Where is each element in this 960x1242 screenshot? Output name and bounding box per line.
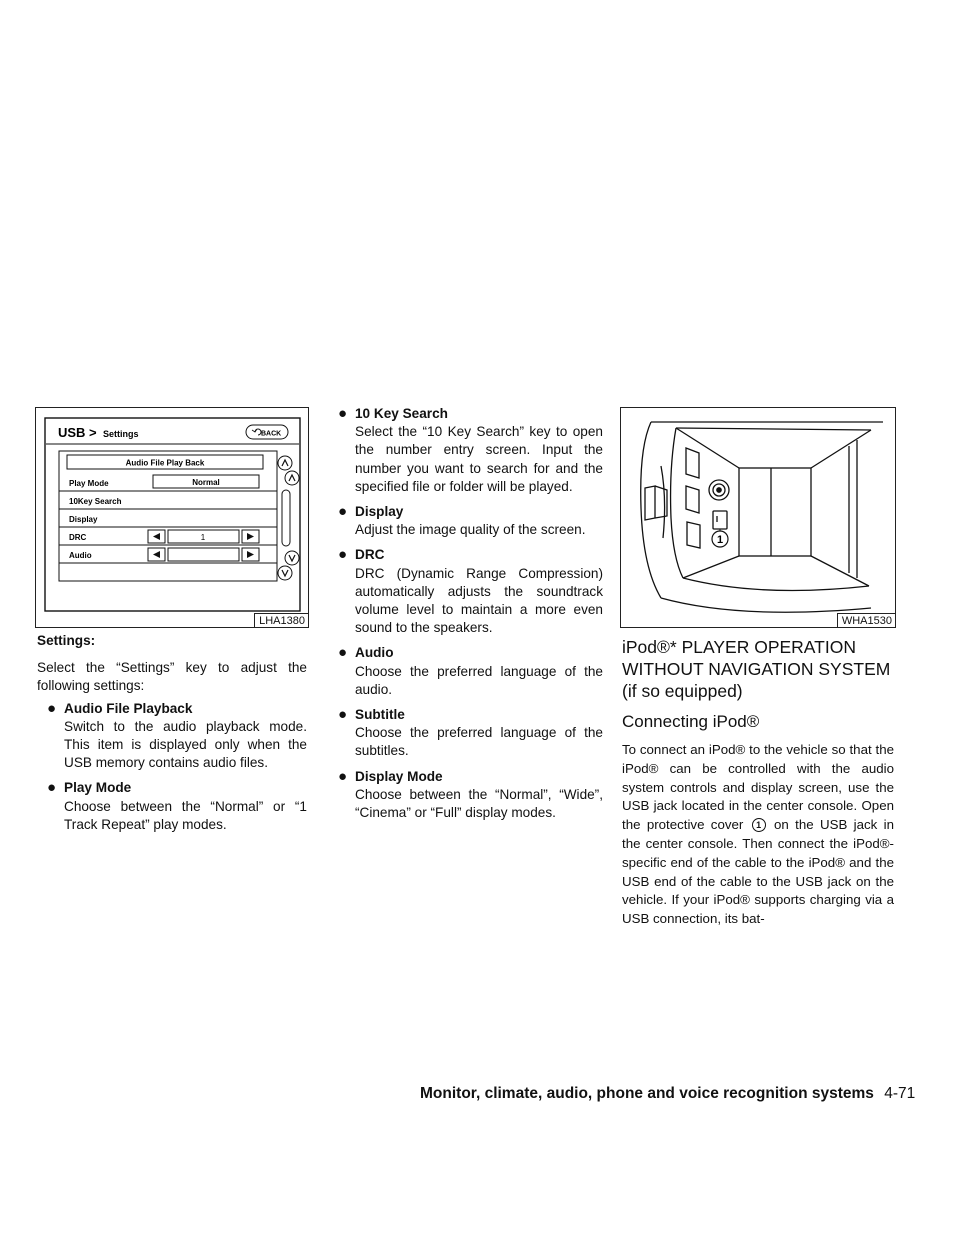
bullet-icon: ● bbox=[338, 706, 348, 724]
item-desc: Choose between the “Normal” or “1 Track Repeat” play modes. bbox=[64, 798, 307, 832]
bullet-icon: ● bbox=[338, 644, 348, 662]
connecting-paragraph bbox=[622, 741, 894, 929]
drc-label: DRC bbox=[69, 533, 87, 542]
list-item bbox=[47, 779, 307, 834]
item-desc: Switch to the audio playback mode. This item is displayed only when the USB memory contains audio files. bbox=[64, 718, 307, 771]
display-label: Display bbox=[69, 515, 98, 524]
item-desc: Adjust the image quality of the screen. bbox=[355, 522, 586, 538]
scroll-up-button bbox=[285, 471, 299, 485]
item-title: Subtitle bbox=[355, 707, 405, 723]
item-title: DRC bbox=[355, 547, 385, 563]
back-label: BACK bbox=[261, 430, 282, 438]
left-column bbox=[37, 632, 307, 841]
item-title: Display Mode bbox=[355, 768, 443, 784]
list-item bbox=[47, 700, 307, 773]
section-title: iPod®* PLAYER OPERATION WITHOUT NAVIGATION SYSTEM (if so equipped) bbox=[622, 637, 891, 701]
settings-intro: Select the “Settings” key to adjust the following settings: bbox=[37, 660, 307, 694]
audio-label: Audio bbox=[69, 551, 92, 560]
bullet-icon: ● bbox=[47, 779, 57, 797]
list-item bbox=[338, 706, 603, 761]
item-title: 10 Key Search bbox=[355, 406, 448, 421]
10key-search-label: 10Key Search bbox=[69, 497, 122, 506]
bullet-icon: ● bbox=[338, 546, 348, 564]
figure-label-lha1380: LHA1380 bbox=[254, 613, 308, 627]
item-desc: Choose the preferred language of the subtitles. bbox=[355, 725, 603, 759]
play-mode-value: Normal bbox=[192, 478, 220, 487]
usb-settings-screen-illustration bbox=[36, 408, 308, 627]
page-footer bbox=[420, 1085, 916, 1103]
bullet-icon: ● bbox=[338, 405, 348, 422]
item-desc: Select the “10 Key Search” key to open the number entry screen. Input the number you want to search for and the specified file or folder will be played. bbox=[355, 424, 603, 494]
audio-value-box bbox=[168, 548, 239, 561]
footer-chapter: Monitor, climate, audio, phone and voice recognition systems bbox=[420, 1085, 874, 1102]
settings-heading: Settings: bbox=[37, 633, 96, 648]
callout-1-number: 1 bbox=[716, 534, 724, 546]
paragraph-text-after: on the USB jack in the center console. Then connect the iPod®-specific end of the cable to the iPod® and the USB end of the cable to the USB jack on the vehicle. If your iPod® supports charging via a USB connection, its bat- bbox=[622, 817, 894, 927]
right-column bbox=[622, 636, 894, 929]
list-item bbox=[338, 405, 603, 496]
scrollbar-track bbox=[282, 490, 290, 546]
figure-usb-settings bbox=[35, 407, 309, 628]
list-item bbox=[338, 546, 603, 637]
screen-header-settings: Settings bbox=[103, 429, 139, 439]
screen-header-usb: USB > bbox=[58, 425, 97, 440]
scroll-top-button bbox=[278, 456, 292, 470]
play-mode-label: Play Mode bbox=[69, 479, 109, 488]
scroll-bottom-button bbox=[278, 566, 292, 580]
item-title: Audio bbox=[355, 645, 394, 661]
item-title: Audio File Playback bbox=[64, 700, 193, 716]
audio-file-playback-label: Audio File Play Back bbox=[125, 458, 205, 468]
subsection-title: Connecting iPod® bbox=[622, 712, 760, 731]
figure-usb-jack bbox=[620, 407, 896, 628]
list-item bbox=[338, 644, 603, 699]
list-item bbox=[338, 768, 603, 823]
footer-page-number: 4-71 bbox=[884, 1085, 916, 1102]
figure-label-wha1530: WHA1530 bbox=[837, 613, 895, 627]
bullet-icon: ● bbox=[338, 503, 348, 521]
bullet-icon: ● bbox=[338, 767, 348, 785]
bullet-icon: ● bbox=[47, 699, 57, 717]
scroll-down-button bbox=[285, 551, 299, 565]
item-desc: DRC (Dynamic Range Compression) automatically adjusts the soundtrack volume level to maintain a more even sound to the speakers. bbox=[355, 565, 603, 636]
inline-callout-1: 1 bbox=[752, 818, 766, 832]
center-console-illustration bbox=[621, 408, 895, 627]
item-title: Display bbox=[355, 504, 404, 520]
item-desc: Choose the preferred language of the audio. bbox=[355, 663, 603, 697]
middle-column bbox=[338, 405, 603, 829]
paragraph-text-before: To connect an iPod® to the vehicle so that the iPod® can be controlled with the audio system controls and display screen, use the USB jack located in the center console. Open the protective cover bbox=[622, 742, 894, 833]
drc-value: 1 bbox=[200, 533, 206, 542]
list-item bbox=[338, 503, 603, 539]
item-title: Play Mode bbox=[64, 780, 132, 796]
item-desc: Choose between the “Normal”, “Wide”, “Cinema” or “Full” display modes. bbox=[355, 786, 603, 821]
